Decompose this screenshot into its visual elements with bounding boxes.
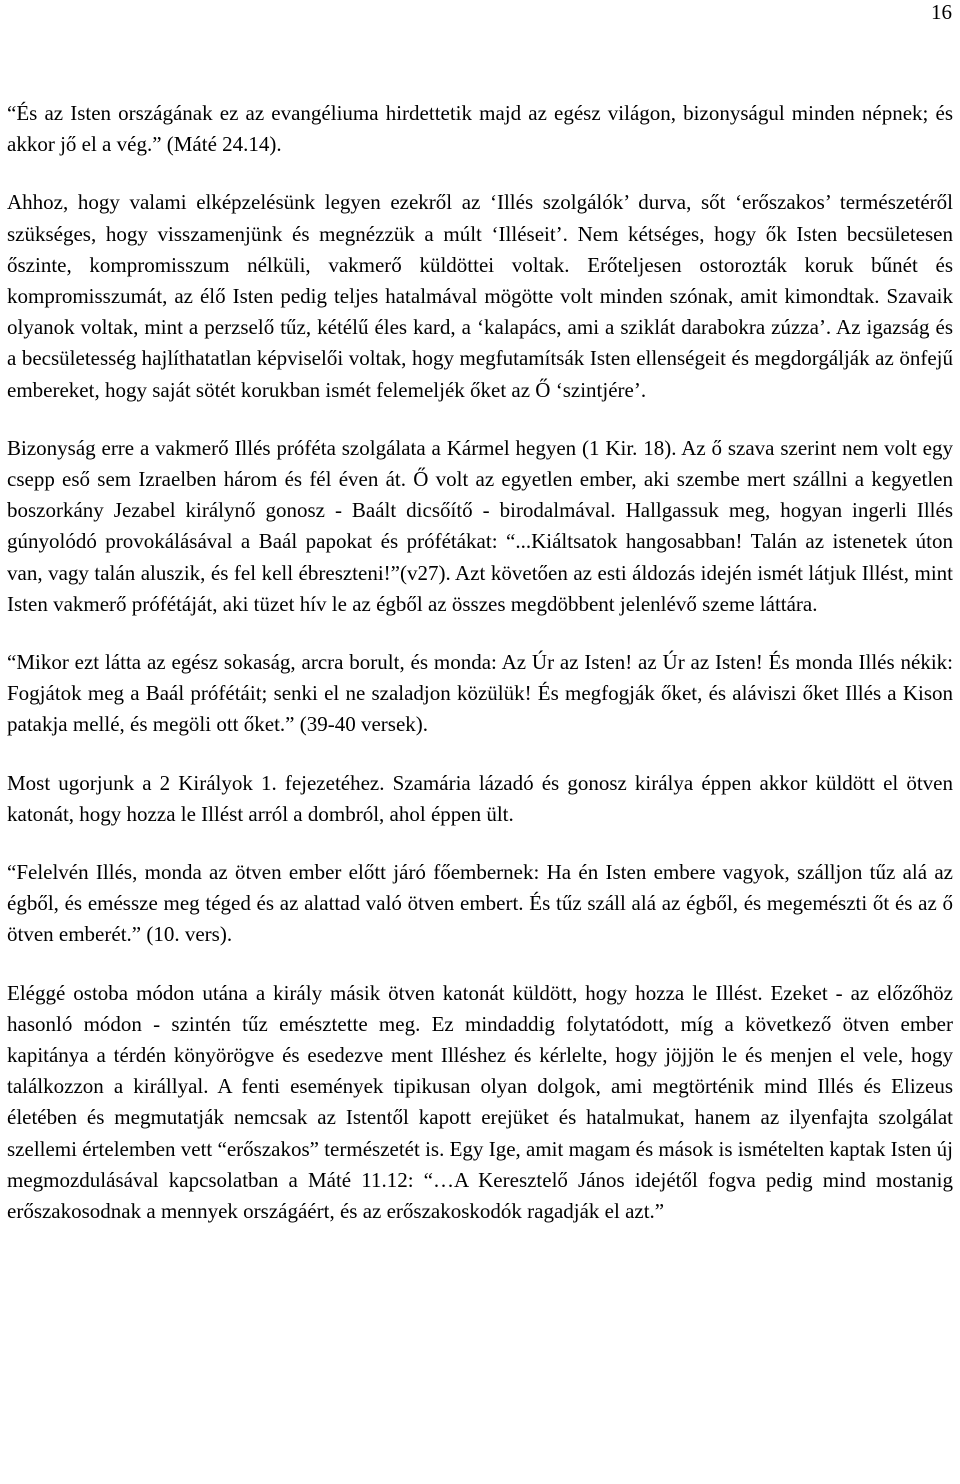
paragraph-elijah-servants: Ahhoz, hogy valami elképzelésünk legyen ezekről az ‘Illés szolgálók’ durva, sőt ‘erőszakos’ természetéről szükséges, hogy visszamenjünk és megnézzük a múlt ‘Illéseit’. Nem kétséges, hogy ők Isten becsületesen őszinte, kompromisszum nélküli, vakmerő küldöttei voltak. Erőteljesen ostorozták koruk bűnét és kompromisszumát, az élő Isten pedig teljes hatalmával mögötte volt minden szónak, amit kimondtak. Szavaik olyanok voltak, mint a perzselő tűz, kétélű éles kard, a ‘kalapács, ami a sziklát darabokra zúzza’. Az igazság és a becsületesség hajlíthatatlan képviselői voltak, hogy megfutamítsák Isten ellenségeit és megdorgálják az önfejű embereket, hogy saját sötét korukban ismét felemeljék őket az Ő ‘szintjére’.	[7, 190, 953, 402]
document-body	[7, 98, 953, 1227]
paragraph-2-kings: Most ugorjunk a 2 Királyok 1. fejezetéhez. Szamária lázadó és gonosz királya éppen akkor küldött el ötven katonát, hogy hozza le Illést arról a dombról, ahol éppen ült.	[7, 770, 953, 826]
paragraph-quote-kings: “Mikor ezt látta az egész sokaság, arcra borult, és monda: Az Úr az Isten! az Úr az Isten! És monda Illés nékik: Fogjátok meg a Baál prófétáit; senki el ne szaladjon közülük! És megfogják őket, és aláviszi őket Illés a Kison patakja mellé, és megöli ott őket.” (39-40 versek).	[7, 650, 953, 737]
paragraph-quote-fire: “Felelvén Illés, monda az ötven ember előtt járó főembernek: Ha én Isten embere vagyok, szálljon tűz alá az égből, és eméssze meg téged és az alattad való ötven embert. És tűz száll alá az égből, és megemészti őt és az ő ötven emberét.” (10. vers).	[7, 860, 953, 947]
page-number: 16	[931, 0, 952, 24]
paragraph-quote-matthew: “És az Isten országának ez az evangéliuma hirdettetik majd az egész világon, bizonyságul minden népnek; és akkor jő el a vég.” (Máté 24.14).	[7, 101, 953, 157]
paragraph-carmel: Bizonyság erre a vakmerő Illés próféta szolgálata a Kármel hegyen (1 Kir. 18). Az ő szava szerint nem volt egy csepp eső sem Izraelben három és fél éven át. Ő volt az egyetlen ember, aki szembe mert szállni a kegyetlen boszorkány Jezabel királynő gonosz - Baált dicsőítő - birodalmával. Hallgassuk meg, hogyan ingerli Illés gúnyolódó provokálásával a Baál papokat és prófétákat: “...Kiáltsatok hangosabban! Talán az istenetek úton van, vagy talán aluszik, és fel kell ébreszteni!”(v27). Azt követően az esti áldozás idején ismét látjuk Illést, mint Isten vakmerő prófétáját, aki tüzet hív le az égből az összes megdöbbent jelenlévő szeme láttára.	[7, 435, 953, 616]
paragraph-fifty-soldiers: Eléggé ostoba módon utána a király másik ötven katonát küldött, hogy hozza le Illést. Ezeket - az előzőhöz hasonló módon - szintén tűz emésztette meg. Ez mindaddig folytatódott, míg a következő ötven ember kapitánya a térdén könyörögve és esedezve ment Illéshez és kérlelte, hogy jöjjön le és menjen el vele, hogy találkozzon a királlyal. A fenti események tipikusan olyan dolgok, ami megtörténik mind Illés és Elizeus életében és megmutatják nemcsak az Istentől kapott erejüket és hatalmukat, hanem az ilyenfajta szolgálat szellemi értelemben vett “erőszakos” természetét is. Egy Ige, amit magam és mások is ismételten kaptak Isten új megmozdulásával kapcsolatban a Máté 11.12: “…A Keresztelő János idejétől fogva pedig mind mostanig erőszakosodnak a mennyek országáért, és az erőszakoskodók ragadják el azt.”	[7, 980, 953, 1224]
